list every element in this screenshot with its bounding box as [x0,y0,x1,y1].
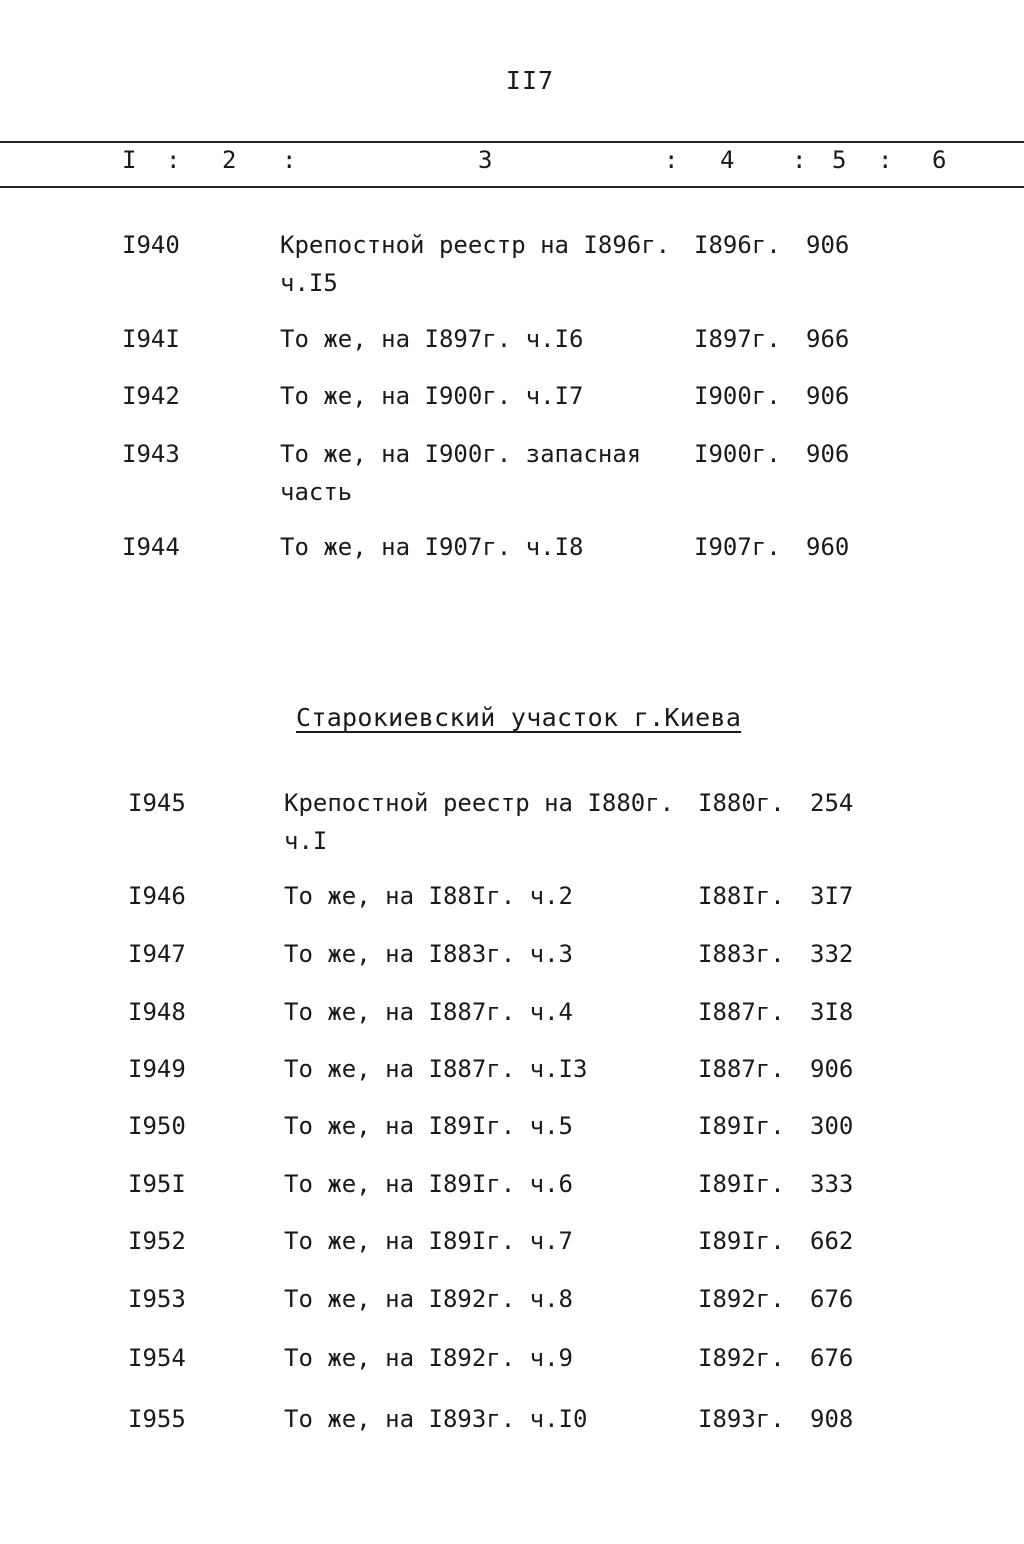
entry-description: То же, на I893г. ч.I0 [284,1405,588,1433]
entry-description: То же, на I89Iг. ч.7 [284,1227,573,1255]
header-bottom-rule [0,186,1024,188]
entry-year: I88Iг. [698,882,785,910]
entry-number: I954 [128,1344,186,1372]
entry-year: I897г. [694,325,781,353]
entry-count: 960 [806,533,850,561]
entry-count: 966 [806,325,850,353]
column-separator: : [878,146,893,174]
entry-number: I952 [128,1227,186,1255]
page-number: II7 [505,66,555,95]
entry-year: I892г. [698,1285,785,1313]
entry-description: То же, на I89Iг. ч.5 [284,1112,573,1140]
entry-number: I940 [122,231,180,259]
entry-number: I942 [122,382,180,410]
entry-number: I948 [128,998,186,1026]
column-header-row [0,146,1024,180]
entry-year: I89Iг. [698,1112,785,1140]
entry-count: 332 [810,940,854,968]
column-header-5: 5 [832,146,847,174]
entry-description: То же, на I892г. ч.9 [284,1344,573,1372]
entry-year: I89Iг. [698,1170,785,1198]
entry-year: I893г. [698,1405,785,1433]
entry-year: I89Iг. [698,1227,785,1255]
entry-number: I943 [122,440,180,468]
column-separator: : [282,146,297,174]
entry-number: I946 [128,882,186,910]
entry-year: I907г. [694,533,781,561]
entry-description: То же, на I907г. ч.I8 [280,533,584,561]
entry-year: I900г. [694,382,781,410]
entry-year: I896г. [694,231,781,259]
column-header-4: 4 [720,146,735,174]
entry-year: I900г. [694,440,781,468]
section-heading: Старокиевский участок г.Киева [296,703,742,732]
entry-count: 254 [810,789,854,817]
entry-count: 906 [810,1055,854,1083]
column-separator: : [166,146,181,174]
entry-number: I955 [128,1405,186,1433]
entry-description: То же, на I892г. ч.8 [284,1285,573,1313]
entry-number: I945 [128,789,186,817]
entry-description: То же, на I887г. ч.4 [284,998,573,1026]
entry-count: 906 [806,382,850,410]
entry-number: I947 [128,940,186,968]
entry-description: Крепостной реестр на I880г. ч.I [284,789,675,855]
entry-year: I892г. [698,1344,785,1372]
entry-number: I950 [128,1112,186,1140]
entry-count: 906 [806,231,850,259]
header-top-rule [0,141,1024,143]
entry-count: 676 [810,1285,854,1313]
entry-number: I953 [128,1285,186,1313]
entry-number: I949 [128,1055,186,1083]
entry-count: 300 [810,1112,854,1140]
entry-count: 908 [810,1405,854,1433]
entry-description: То же, на I89Iг. ч.6 [284,1170,573,1198]
column-header-2: 2 [222,146,237,174]
entry-count: 333 [810,1170,854,1198]
entry-description: То же, на I883г. ч.3 [284,940,573,968]
entry-count: 906 [806,440,850,468]
entry-description: То же, на I900г. запасная часть [280,440,642,506]
column-separator: : [664,146,679,174]
entry-description: То же, на I897г. ч.I6 [280,325,584,353]
column-header-1: I [122,146,137,174]
entry-description: То же, на I88Iг. ч.2 [284,882,573,910]
entry-description: То же, на I900г. ч.I7 [280,382,584,410]
entry-count: 662 [810,1227,854,1255]
entry-year: I880г. [698,789,785,817]
entry-count: 3I7 [810,882,854,910]
entry-description: То же, на I887г. ч.I3 [284,1055,588,1083]
column-header-3: 3 [478,146,493,174]
entry-number: I95I [128,1170,186,1198]
entry-number: I94I [122,325,180,353]
entry-year: I887г. [698,998,785,1026]
entry-description: Крепостной реестр на I896г. ч.I5 [280,231,671,297]
entry-number: I944 [122,533,180,561]
entry-count: 676 [810,1344,854,1372]
entry-count: 3I8 [810,998,854,1026]
entry-year: I887г. [698,1055,785,1083]
entry-year: I883г. [698,940,785,968]
column-separator: : [792,146,807,174]
column-header-6: 6 [932,146,947,174]
